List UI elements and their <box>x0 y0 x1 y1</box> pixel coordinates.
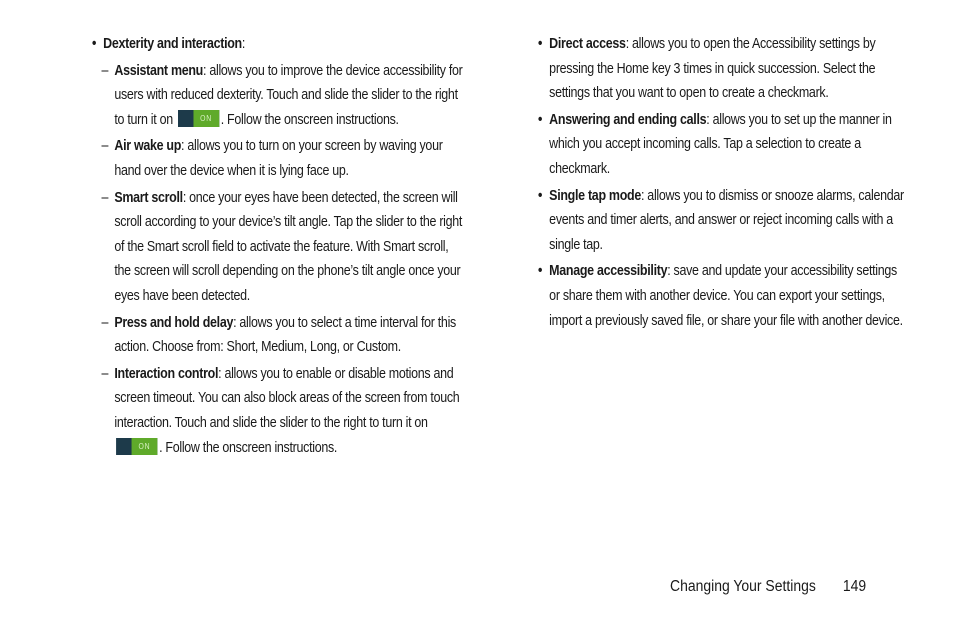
bullet-marker: • <box>538 36 543 52</box>
sub-item-interaction-control <box>92 362 464 460</box>
dash-marker: – <box>101 189 109 206</box>
bullet-item-single-tap-mode <box>538 184 910 258</box>
item-term: Dexterity and interaction <box>103 36 242 52</box>
assistant-menu-toggle-icon <box>178 110 219 127</box>
bullet-marker: • <box>538 263 543 280</box>
item-text: : allows you to open the Accessibility settings by pressing the Home key 3 times in quick succession. Select the settings that you want to open to create a checkmark. <box>549 36 876 102</box>
dash-marker: – <box>101 138 109 155</box>
item-text: . Follow the onscreen instructions. <box>159 439 338 456</box>
bullet-item-dexterity <box>92 32 464 57</box>
bullet-item-direct-access <box>538 32 910 106</box>
item-text: : once your eyes have been detected, the screen will scroll according to your device’s tilt angle. Tap the slider to the right of the Smart scroll field to activate the feature. With Smart scroll, the screen will scroll depending on the phone’s tilt angle once your eyes have been detected. <box>114 189 463 304</box>
item-text: : allows you to dismiss or snooze alarms, calendar events and timer alerts, and answer or reject incoming calls with a single tap. <box>549 187 904 253</box>
dash-marker: – <box>101 365 109 382</box>
item-term: Assistant menu <box>114 62 204 79</box>
item-text: . Follow the onscreen instructions. <box>220 111 399 128</box>
item-text: : allows you to enable or disable motions and screen timeout. You can also block areas of the screen from touch interaction. Touch and slide the slider to the right to turn it on <box>114 365 460 431</box>
page-footer <box>670 578 866 596</box>
item-text: : save and update your accessibility settings or share them with another device. You can export your settings, import a previously saved file, or share your file with another device. <box>549 263 903 329</box>
bullet-marker: • <box>538 187 543 204</box>
right-column <box>538 32 910 335</box>
sub-item-press-and-hold-delay <box>92 311 464 360</box>
sub-item-assistant-menu <box>92 59 464 133</box>
sub-item-smart-scroll <box>92 186 464 309</box>
item-term: Manage accessibility <box>549 263 668 280</box>
item-text: : allows you to turn on your screen by waving your hand over the device when it is lying face up. <box>114 138 443 179</box>
item-text: : <box>241 36 246 52</box>
item-term: Smart scroll <box>114 189 183 206</box>
section-title: Changing Your Settings <box>670 578 816 595</box>
dash-marker: – <box>101 314 109 331</box>
item-text: : allows you to improve the device accessibility for users with reduced dexterity. Touch and slide the slider to the right to turn it on <box>114 62 463 128</box>
toggle-label: ON <box>193 110 219 127</box>
item-term: Press and hold delay <box>114 314 234 331</box>
item-text: : allows you to select a time interval for this action. Choose from: Short, Medium, Long, or Custom. <box>114 314 456 356</box>
bullet-marker: • <box>92 36 97 52</box>
item-term: Single tap mode <box>549 187 641 204</box>
sub-item-air-wake-up <box>92 134 464 183</box>
item-text: : allows you to set up the manner in which you accept incoming calls. Tap a selection to create a checkmark. <box>549 111 892 177</box>
item-term: Answering and ending calls <box>549 111 707 128</box>
bullet-item-manage-accessibility <box>538 259 910 333</box>
left-column <box>92 32 464 462</box>
item-term: Interaction control <box>114 365 219 382</box>
item-term: Air wake up <box>114 138 182 155</box>
item-term: Direct access <box>549 36 626 52</box>
dash-marker: – <box>101 62 109 79</box>
bullet-marker: • <box>538 111 543 128</box>
bullet-item-answering-calls <box>538 108 910 182</box>
page-number: 149 <box>842 578 867 595</box>
toggle-label: ON <box>132 438 158 455</box>
interaction-control-toggle-icon <box>116 438 157 455</box>
